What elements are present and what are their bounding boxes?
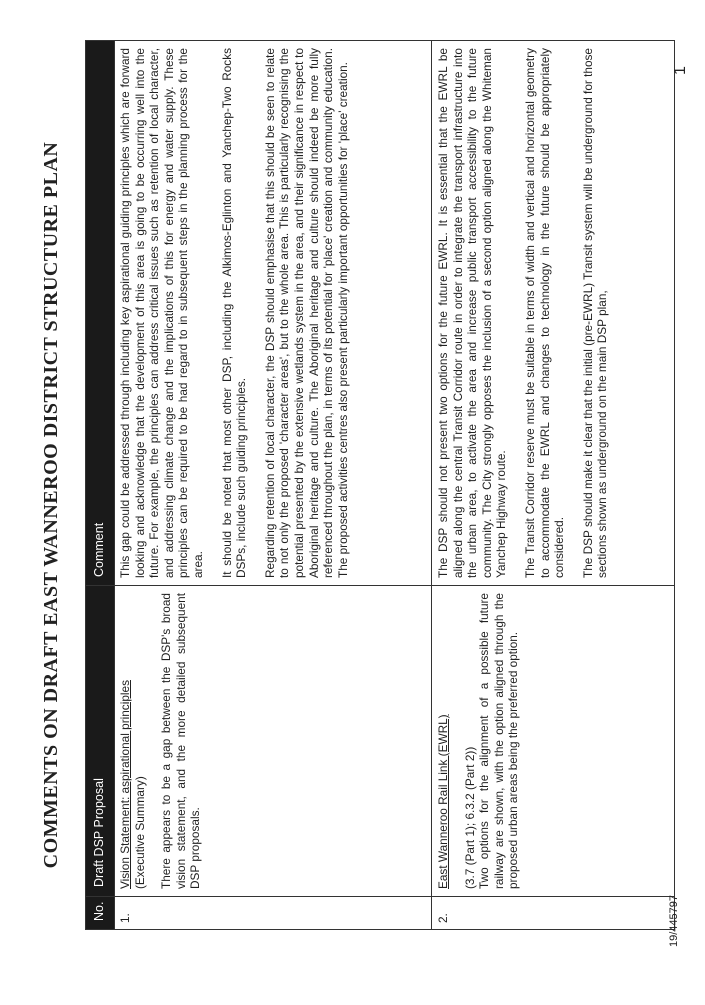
- table-header: [86, 41, 114, 929]
- row-1-proposal-ref: (Executive Summary): [132, 776, 147, 889]
- column-divider: [86, 896, 674, 897]
- row-1-comment-para-1: This gap could be addressed through including key aspirational guiding principles which are forward looking and acknowledge that the development of this area is going to be occurring well into the future. For example, the principles can address critical issues such as retention of local character, and addressing climate change and the implications of this for energy and water supply. These principles can be required to be had regard to in subsequent steps in the planning process for the area.: [118, 48, 205, 578]
- row-2-comment-para-2: The Transit Corridor reserve must be suitable in terms of width and vertical and horizontal geometry to accommodate the EWRL and changes to technology in the future should be appropriately considered.: [522, 48, 567, 578]
- row-2-comment-para-1: The DSP should not present two options for the future EWRL. It is essential that the EWRL be aligned along the central Transit Corridor route in order to integrate the transport infrastructure into the urban area, to activate the area and increase public transport accessibility to the future community. The City strongly opposes the inclusion of a second option aligned along the Whiteman Yanchep Highway route.: [436, 48, 509, 578]
- row-1-comment-para-3: Regarding retention of local character, the DSP should emphasise that this should be seen to relate to not only the proposed 'character areas', but to the whole area. This is particularly recognising the potential presented by the extensive wetlands system in the area, and their significance in respect to Aboriginal heritage and culture. The Aboriginal heritage and culture should indeed be more fully referenced throughout the plan, in terms of its potential for 'place' creation and community education. The proposed activities centres also present particularly important opportunities for 'place' creation.: [262, 48, 350, 578]
- row-2-proposal-heading: East Wanneroo Rail Link (EWRL): [436, 714, 450, 889]
- row-1-proposal-text: There appears to be a gap between the DSP's broad vision statement, and the more detailed subsequent DSP proposals.: [159, 593, 203, 889]
- header-no: No.: [92, 901, 106, 921]
- row-2-proposal: [436, 593, 521, 889]
- row-divider: [431, 41, 432, 929]
- row-2-comment-para-3: The DSP should make it clear that the initial (pre-EWRL) Transit system will be underground for those sections shown as underground on the main DSP plan,: [580, 48, 610, 578]
- header-comment: Comment: [92, 522, 106, 577]
- row-1-proposal-heading: Vision Statement: aspirational principles: [118, 680, 132, 889]
- row-1-proposal: [118, 593, 203, 889]
- header-proposal: Draft DSP Proposal: [92, 778, 106, 887]
- row-2-proposal-text: Two options for the alignment of a possible future railway are shown, with the option aligned through the proposed urban areas being the preferred option.: [477, 593, 521, 889]
- page-number: 1: [672, 66, 689, 75]
- row-2-comment: [436, 48, 624, 578]
- row-1-comment-para-2: It should be noted that most other DSP, including the Alkimos-Eglinton and Yanchep-Two Rocks DSPs, include such guiding principles.: [219, 48, 249, 578]
- row-divider: [114, 41, 115, 929]
- column-divider: [86, 585, 674, 586]
- row-2-proposal-ref: (3.7 (Part 1); 6.3.2 (Part 2)): [462, 746, 477, 889]
- comments-table: [85, 40, 675, 930]
- document-reference: 19/445797: [668, 895, 680, 947]
- document-title: COMMENTS ON DRAFT EAST WANNEROO DISTRICT STRUCTURE PLAN: [40, 141, 62, 869]
- row-1-number: 1.: [118, 913, 132, 923]
- row-1-comment: [118, 48, 364, 578]
- row-2-number: 2.: [436, 913, 450, 923]
